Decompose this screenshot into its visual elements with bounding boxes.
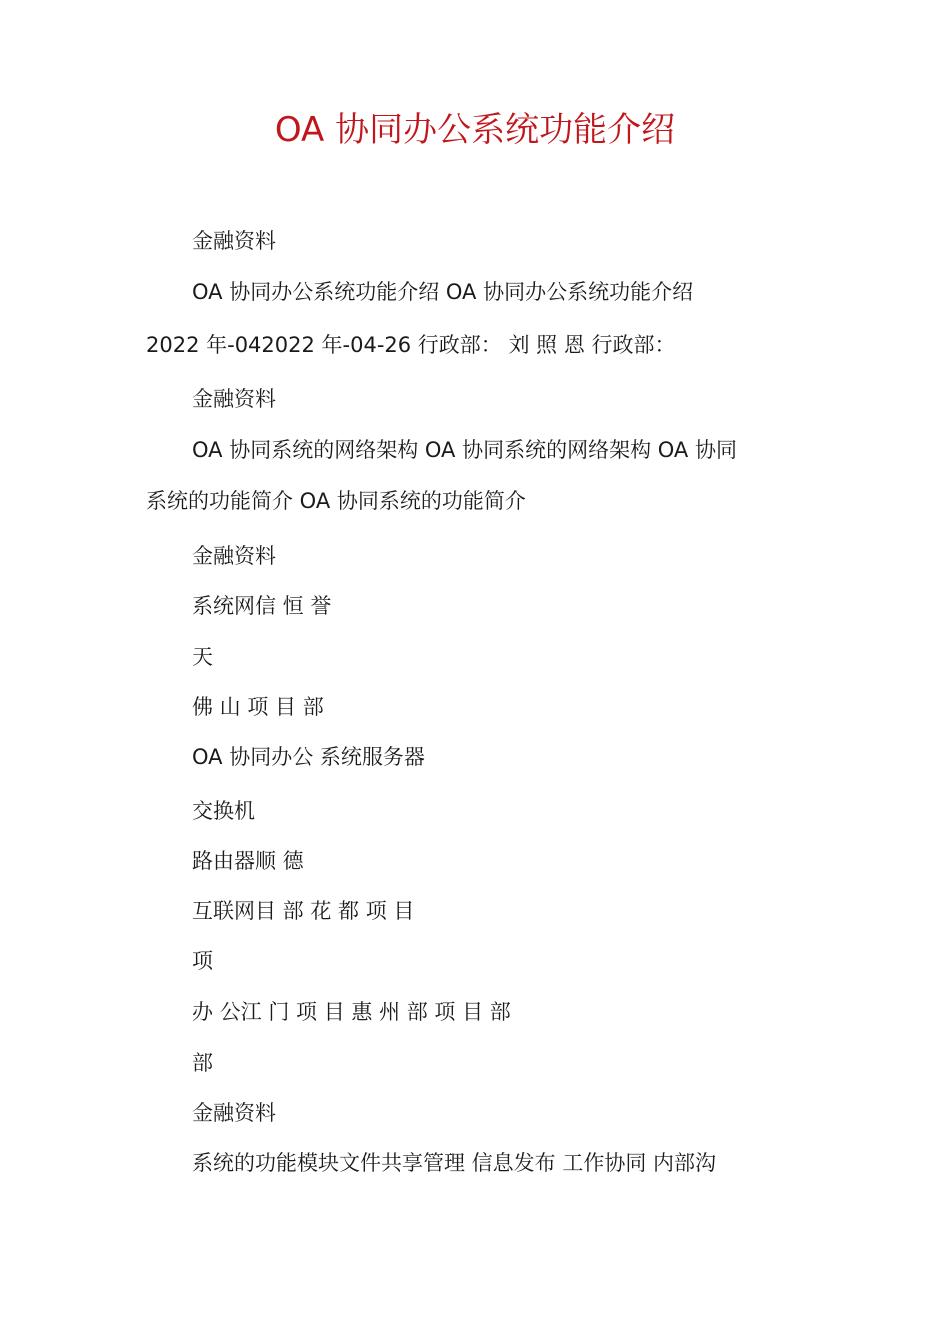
- text-line-4: 金融资料: [192, 387, 276, 411]
- text-line-12: 交换机: [192, 799, 255, 823]
- text-line-14: 互联网目 部 花 都 项 目: [192, 899, 415, 923]
- text-line-3: 2022 年-042022 年-04-26 行政部： 刘 照 恩 行政部：: [146, 333, 676, 357]
- text-line-2: OA 协同办公系统功能介绍 OA 协同办公系统功能介绍: [192, 280, 694, 304]
- text-line-17: 部: [192, 1051, 213, 1075]
- text-line-10: 佛 山 项 目 部: [192, 695, 324, 719]
- text-line-18: 金融资料: [192, 1101, 276, 1125]
- text-line-13: 路由器顺 德: [192, 849, 304, 873]
- text-line-16: 办 公江 门 项 目 惠 州 部 项 目 部: [192, 1000, 511, 1024]
- text-line-7: 金融资料: [192, 544, 276, 568]
- text-line-6: 系统的功能简介 OA 协同系统的功能简介: [146, 489, 526, 513]
- text-line-5: OA 协同系统的网络架构 OA 协同系统的网络架构 OA 协同: [192, 438, 737, 462]
- text-line-15: 项: [192, 949, 213, 973]
- text-line-19: 系统的功能模块文件共享管理 信息发布 工作协同 内部沟: [192, 1151, 717, 1175]
- text-line-9: 天: [192, 645, 213, 669]
- document-title: OA 协同办公系统功能介绍: [274, 110, 676, 150]
- text-line-1: 金融资料: [192, 229, 276, 253]
- text-line-11: OA 协同办公 系统服务器: [192, 745, 425, 769]
- text-line-8: 系统网信 恒 誉: [192, 594, 332, 618]
